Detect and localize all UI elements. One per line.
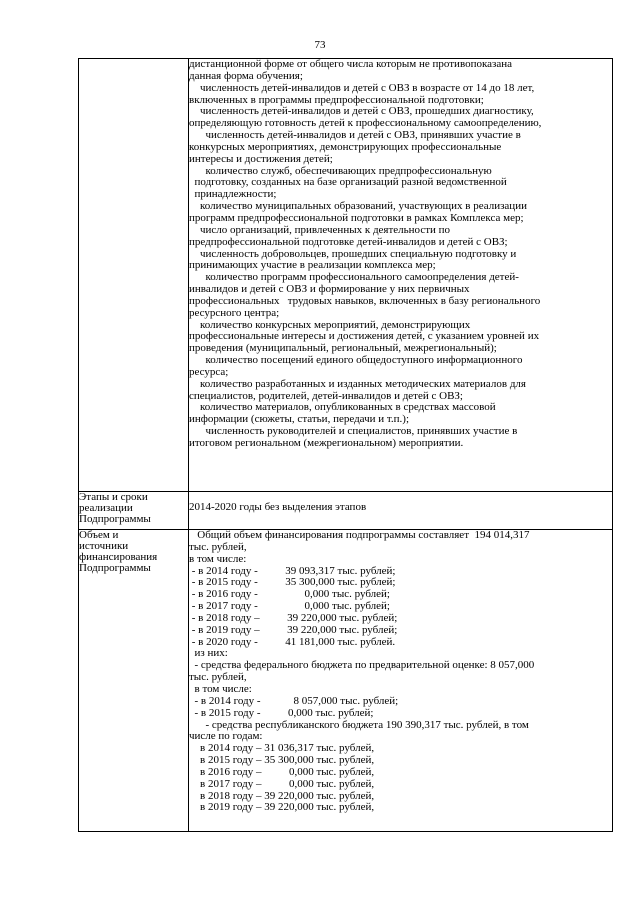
content-line: принадлежности; — [189, 188, 277, 201]
content-line: в 2014 году – 31 036,317 тыс. рублей, — [189, 742, 375, 755]
content-line: численность детей-инвалидов и детей с ОВЗ, прошедших диагностику, — [189, 105, 534, 118]
content-line: включенных в программы предпрофессиональной подготовки; — [189, 93, 484, 106]
content-line: принимающих участие в реализации комплекса мер; — [189, 259, 436, 272]
content-line: дистанционной форме от общего числа которым не противопоказана — [189, 58, 513, 70]
content-line: численность детей-инвалидов и детей с ОВЗ, принявших участие в — [189, 129, 521, 142]
table-row — [79, 492, 613, 530]
content-line: численность добровольцев, прошедших специальную подготовку и — [189, 247, 517, 260]
content-line: количество материалов, опубликованных в средствах массовой — [189, 401, 496, 414]
content-line: в 2019 году – 39 220,000 тыс. рублей, — [189, 801, 375, 814]
content-line: в 2015 году – 35 300,000 тыс. рублей, — [189, 754, 375, 767]
content-line: количество конкурсных мероприятий, демонстрирующих — [189, 318, 471, 331]
content-line: - средства республиканского бюджета 190 390,317 тыс. рублей, в том — [189, 718, 529, 731]
content-line: тыс. рублей, — [189, 671, 247, 684]
content-line: инвалидов и детей с ОВЗ и формирование у них первичных — [189, 283, 470, 296]
content-line: Общий объем финансирования подпрограммы составляет 194 014,317 — [189, 529, 530, 541]
row-label-cell — [79, 59, 189, 492]
content-line: в 2017 году – 0,000 тыс. рублей, — [189, 777, 375, 790]
subprogram-passport-table — [78, 58, 613, 832]
label-line: Подпрограммы — [79, 562, 151, 574]
content-line: числе по годам: — [189, 730, 263, 743]
content-line: количество разработанных и изданных методических материалов для — [189, 377, 526, 390]
content-line: - в 2018 году – 39 220,000 тыс. рублей; — [189, 611, 398, 624]
content-line: подготовку, созданных на базе организаций разной ведомственной — [189, 176, 507, 189]
content-line: количество муниципальных образований, участвующих в реализации — [189, 200, 527, 213]
content-line: - в 2015 году - 0,000 тыс. рублей; — [189, 706, 374, 719]
row-content-cell — [189, 530, 613, 832]
label-line: финансирования — [79, 551, 158, 563]
content-line: данная форма обучения; — [189, 69, 303, 82]
label-line: Объем и — [79, 529, 119, 541]
content-line: конкурсных мероприятиях, демонстрирующих профессиональные — [189, 140, 502, 153]
content-line: из них: — [189, 647, 228, 660]
content-line: профессиональных трудовых навыков, включенных в базу регионального — [189, 294, 541, 307]
content-line: количество служб, обеспечивающих предпрофессиональную — [189, 164, 492, 177]
content-line: численность руководителей и специалистов, принявших участие в — [189, 425, 518, 438]
page-number: 73 — [314, 39, 326, 51]
content-line: предпрофессиональной подготовке детей-инвалидов и детей с ОВЗ; — [189, 235, 508, 248]
table-row — [79, 59, 613, 492]
content-line: интересы и достижения детей; — [189, 152, 333, 165]
label-line: Этапы и сроки — [79, 491, 148, 503]
content-line: - в 2020 году - 41 181,000 тыс. рублей. — [189, 635, 396, 648]
content-line: в том числе: — [189, 682, 252, 695]
content-line: - в 2014 году - 8 057,000 тыс. рублей; — [189, 694, 399, 707]
table-row — [79, 530, 613, 832]
content-line: информации (сюжеты, статьи, передачи и т.п.); — [189, 413, 410, 426]
content-line: - средства федерального бюджета по предварительной оценке: 8 057,000 — [189, 659, 535, 672]
row-label-cell — [79, 492, 189, 530]
content-line: ресурса; — [189, 365, 229, 378]
content-line: тыс. рублей, — [189, 540, 247, 553]
content-line: - в 2019 году – 39 220,000 тыс. рублей; — [189, 623, 398, 636]
content-line: число организаций, привлеченных к деятельности по — [189, 223, 451, 236]
content-line: специалистов, родителей, детей-инвалидов и детей с ОВЗ; — [189, 389, 463, 402]
row-content-cell — [189, 492, 613, 530]
content-line: ресурсного центра; — [189, 306, 280, 319]
content-line: - в 2015 году - 35 300,000 тыс. рублей; — [189, 576, 396, 589]
content-line: в том числе: — [189, 552, 247, 565]
label-line: Подпрограммы — [79, 513, 151, 525]
content-line: количество посещений единого общедоступного информационного — [189, 354, 523, 367]
content-line: итоговом региональном (межрегиональном) мероприятии. — [189, 437, 464, 449]
content-line: - в 2017 году - 0,000 тыс. рублей; — [189, 600, 390, 613]
label-line: источники — [79, 540, 129, 552]
content-line: - в 2014 году - 39 093,317 тыс. рублей; — [189, 564, 396, 577]
content-line: профессиональные интересы и достижения детей, с указанием уровней их — [189, 330, 540, 343]
content-line: программ предпрофессиональной подготовки в рамках Комплекса мер; — [189, 211, 524, 224]
content-line: количество программ профессионального самоопределения детей- — [189, 271, 519, 284]
content-line: проведения (муниципальный, региональный, межрегиональный); — [189, 342, 497, 355]
content-line: в 2018 году – 39 220,000 тыс. рублей, — [189, 789, 375, 802]
content-line: определяющую готовность детей к профессиональному самоопределению, — [189, 117, 542, 130]
content-line: численность детей-инвалидов и детей с ОВЗ в возрасте от 14 до 18 лет, — [189, 81, 535, 94]
row-label-cell — [79, 530, 189, 832]
content-line: 2014-2020 годы без выделения этапов — [189, 501, 367, 513]
row-content-cell — [189, 59, 613, 492]
label-line: реализации — [79, 502, 133, 514]
content-line: в 2016 году – 0,000 тыс. рублей, — [189, 765, 375, 778]
table-body — [79, 59, 613, 832]
content-line: - в 2016 году - 0,000 тыс. рублей; — [189, 588, 390, 601]
